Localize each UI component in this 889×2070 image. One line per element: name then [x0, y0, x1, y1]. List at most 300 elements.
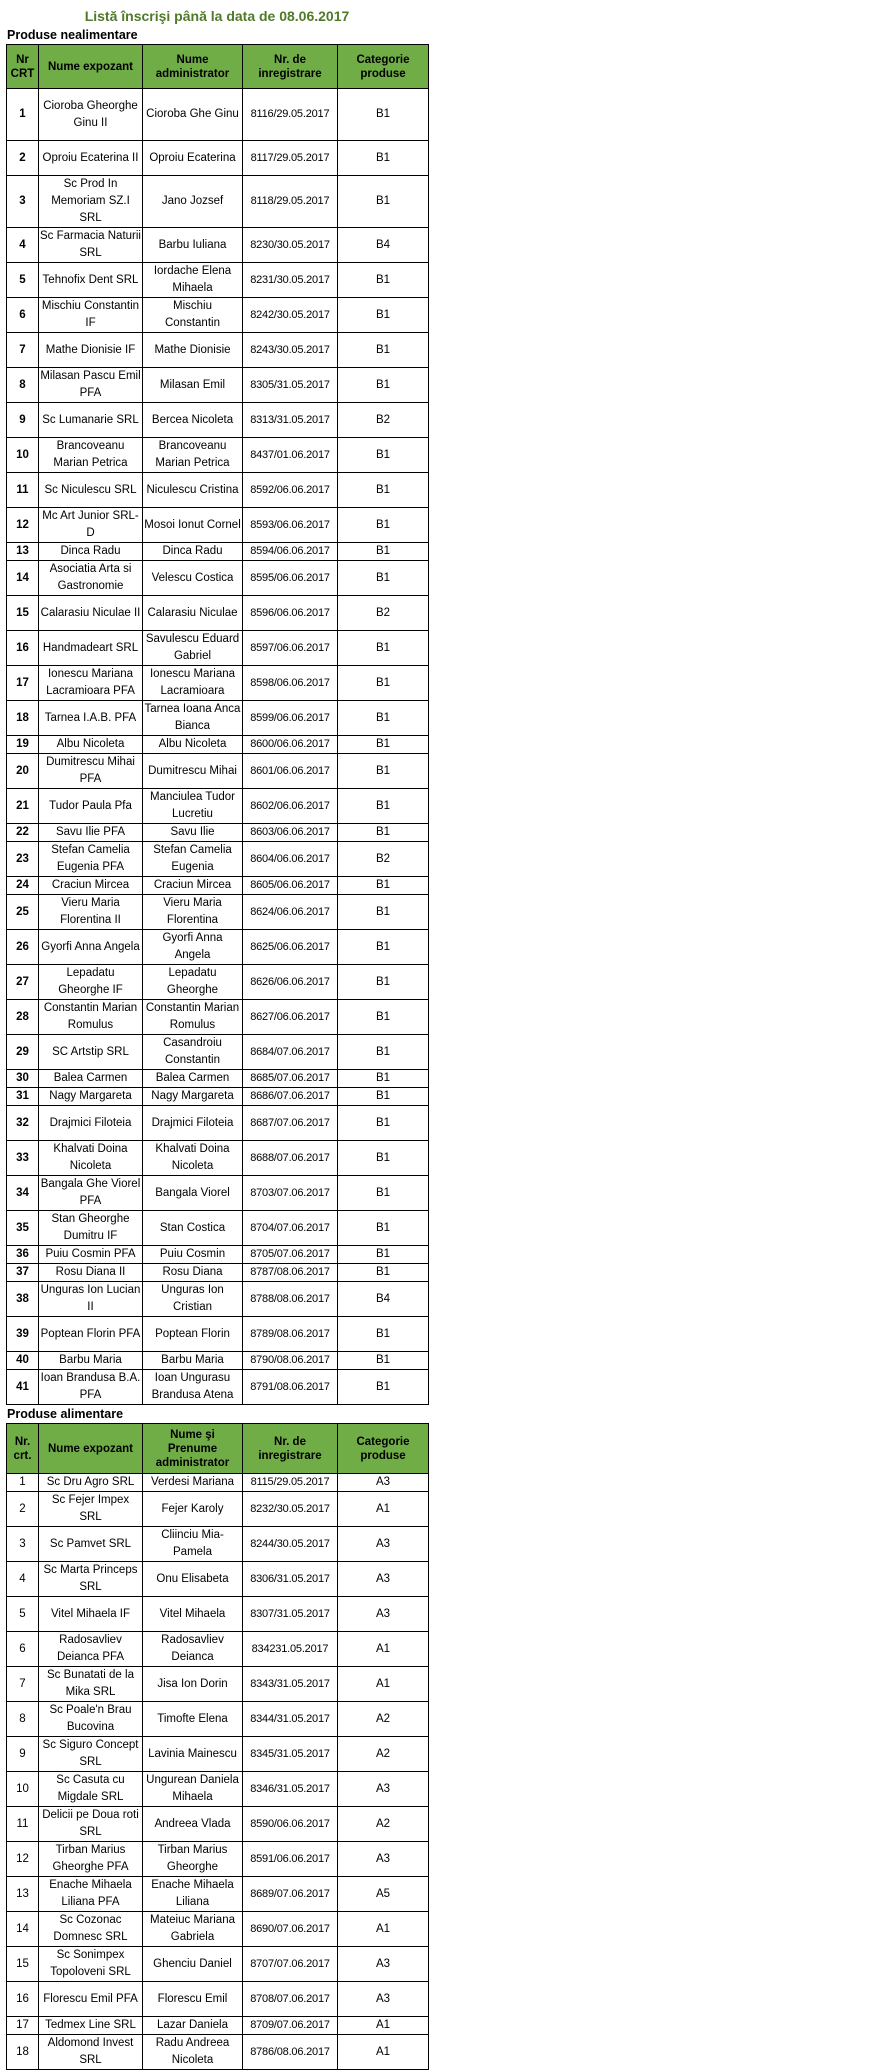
cell-exponent: Sc Lumanarie SRL — [39, 403, 143, 438]
cell-administrator: Cliinciu Mia-Pamela — [143, 1527, 243, 1562]
table-row — [7, 1370, 429, 1405]
cell-administrator: Casandroiu Constantin — [143, 1035, 243, 1070]
cell-registration: 8600/06.06.2017 — [243, 736, 338, 754]
table-row — [7, 263, 429, 298]
cell-category: B1 — [338, 263, 429, 298]
table-row — [7, 1702, 429, 1737]
cell-nr: 21 — [7, 789, 39, 824]
table-row — [7, 1035, 429, 1070]
cell-administrator: Fejer Karoly — [143, 1492, 243, 1527]
cell-category: A3 — [338, 1842, 429, 1877]
table-row — [7, 789, 429, 824]
cell-registration: 8626/06.06.2017 — [243, 965, 338, 1000]
table-row — [7, 141, 429, 176]
cell-administrator: Ionescu Mariana Lacramioara — [143, 666, 243, 701]
cell-exponent: Unguras Ion Lucian II — [39, 1282, 143, 1317]
cell-nr: 40 — [7, 1352, 39, 1370]
cell-administrator: Velescu Costica — [143, 561, 243, 596]
cell-category: A3 — [338, 1474, 429, 1492]
cell-category: A1 — [338, 1667, 429, 1702]
cell-exponent: Khalvati Doina Nicoleta — [39, 1141, 143, 1176]
cell-nr: 8 — [7, 1702, 39, 1737]
cell-nr: 13 — [7, 543, 39, 561]
cell-exponent: Puiu Cosmin PFA — [39, 1246, 143, 1264]
cell-nr: 9 — [7, 1737, 39, 1772]
cell-registration: 8313/31.05.2017 — [243, 403, 338, 438]
cell-nr: 12 — [7, 1842, 39, 1877]
cell-registration: 8231/30.05.2017 — [243, 263, 338, 298]
cell-category: B1 — [338, 561, 429, 596]
cell-administrator: Albu Nicoleta — [143, 736, 243, 754]
table-row — [7, 403, 429, 438]
section-label-nealimentare: Produse nealimentare — [7, 28, 138, 42]
cell-registration: 8705/07.06.2017 — [243, 1246, 338, 1264]
cell-exponent: Radosavliev Deianca PFA — [39, 1632, 143, 1667]
cell-registration: 8343/31.05.2017 — [243, 1667, 338, 1702]
cell-exponent: Sc Niculescu SRL — [39, 473, 143, 508]
cell-registration: 8624/06.06.2017 — [243, 895, 338, 930]
header-registration: Nr. de inregistrare — [243, 45, 338, 89]
cell-exponent: Cioroba Gheorghe Ginu II — [39, 89, 143, 141]
cell-registration: 8791/08.06.2017 — [243, 1370, 338, 1405]
table-row — [7, 736, 429, 754]
cell-category: B1 — [338, 508, 429, 543]
cell-category: B1 — [338, 1246, 429, 1264]
cell-administrator: Poptean Florin — [143, 1317, 243, 1352]
cell-category: B1 — [338, 141, 429, 176]
cell-registration: 8115/29.05.2017 — [243, 1474, 338, 1492]
page-title: Listă înscrişi până la data de 08.06.2017 — [84, 8, 350, 24]
cell-administrator: Vitel Mihaela — [143, 1597, 243, 1632]
cell-nr: 15 — [7, 1947, 39, 1982]
cell-category: A3 — [338, 1947, 429, 1982]
cell-nr: 4 — [7, 1562, 39, 1597]
table-row — [7, 2035, 429, 2070]
cell-registration: 8437/01.06.2017 — [243, 438, 338, 473]
cell-administrator: Verdesi Mariana — [143, 1474, 243, 1492]
table-row — [7, 631, 429, 666]
cell-category: B1 — [338, 754, 429, 789]
table-row — [7, 1527, 429, 1562]
cell-category: B1 — [338, 895, 429, 930]
table-row — [7, 473, 429, 508]
table-row — [7, 1877, 429, 1912]
cell-exponent: Ionescu Mariana Lacramioara PFA — [39, 666, 143, 701]
cell-administrator: Oproiu Ecaterina — [143, 141, 243, 176]
cell-nr: 25 — [7, 895, 39, 930]
header-administrator: Nume administrator — [143, 45, 243, 89]
cell-exponent: Rosu Diana II — [39, 1264, 143, 1282]
cell-registration: 8789/08.06.2017 — [243, 1317, 338, 1352]
cell-registration: 8684/07.06.2017 — [243, 1035, 338, 1070]
cell-nr: 1 — [7, 89, 39, 141]
table-row — [7, 438, 429, 473]
cell-administrator: Balea Carmen — [143, 1070, 243, 1088]
cell-nr: 2 — [7, 1492, 39, 1527]
cell-registration: 8689/07.06.2017 — [243, 1877, 338, 1912]
cell-administrator: Jano Jozsef — [143, 176, 243, 228]
cell-category: B1 — [338, 176, 429, 228]
cell-exponent: Drajmici Filoteia — [39, 1106, 143, 1141]
header-category: Categorie produse — [338, 45, 429, 89]
cell-registration: 8601/06.06.2017 — [243, 754, 338, 789]
cell-exponent: Vitel Mihaela IF — [39, 1597, 143, 1632]
cell-exponent: Oproiu Ecaterina II — [39, 141, 143, 176]
cell-registration: 8686/07.06.2017 — [243, 1088, 338, 1106]
table-row — [7, 1106, 429, 1141]
cell-registration: 8604/06.06.2017 — [243, 842, 338, 877]
cell-category: B1 — [338, 1070, 429, 1088]
cell-nr: 18 — [7, 701, 39, 736]
cell-administrator: Tirban Marius Gheorghe — [143, 1842, 243, 1877]
cell-administrator: Ioan Ungurasu Brandusa Atena — [143, 1370, 243, 1405]
cell-registration: 8346/31.05.2017 — [243, 1772, 338, 1807]
cell-registration: 834231.05.2017 — [243, 1632, 338, 1667]
cell-administrator: Drajmici Filoteia — [143, 1106, 243, 1141]
cell-nr: 3 — [7, 1527, 39, 1562]
cell-category: A2 — [338, 1807, 429, 1842]
cell-category: A1 — [338, 2017, 429, 2035]
table-row — [7, 1632, 429, 1667]
cell-exponent: Nagy Margareta — [39, 1088, 143, 1106]
cell-administrator: Lepadatu Gheorghe — [143, 965, 243, 1000]
cell-registration: 8344/31.05.2017 — [243, 1702, 338, 1737]
cell-nr: 16 — [7, 1982, 39, 2017]
table-row — [7, 701, 429, 736]
cell-registration: 8603/06.06.2017 — [243, 824, 338, 842]
cell-registration: 8244/30.05.2017 — [243, 1527, 338, 1562]
cell-nr: 10 — [7, 438, 39, 473]
cell-administrator: Khalvati Doina Nicoleta — [143, 1141, 243, 1176]
cell-registration: 8627/06.06.2017 — [243, 1000, 338, 1035]
cell-administrator: Onu Elisabeta — [143, 1562, 243, 1597]
cell-exponent: Sc Marta Princeps SRL — [39, 1562, 143, 1597]
table-row — [7, 368, 429, 403]
cell-administrator: Mosoi Ionut Cornel — [143, 508, 243, 543]
cell-administrator: Dumitrescu Mihai — [143, 754, 243, 789]
cell-category: B1 — [338, 1088, 429, 1106]
table-row — [7, 1141, 429, 1176]
table-row — [7, 298, 429, 333]
cell-registration: 8590/06.06.2017 — [243, 1807, 338, 1842]
cell-category: B4 — [338, 228, 429, 263]
cell-category: B1 — [338, 1211, 429, 1246]
cell-registration: 8591/06.06.2017 — [243, 1842, 338, 1877]
cell-nr: 15 — [7, 596, 39, 631]
cell-category: A1 — [338, 1632, 429, 1667]
cell-administrator: Manciulea Tudor Lucretiu — [143, 789, 243, 824]
cell-exponent: SC Artstip SRL — [39, 1035, 143, 1070]
cell-nr: 1 — [7, 1474, 39, 1492]
cell-category: B2 — [338, 403, 429, 438]
table-row — [7, 1088, 429, 1106]
cell-nr: 7 — [7, 1667, 39, 1702]
cell-administrator: Lavinia Mainescu — [143, 1737, 243, 1772]
cell-category: A2 — [338, 1737, 429, 1772]
cell-nr: 22 — [7, 824, 39, 842]
cell-category: A5 — [338, 1877, 429, 1912]
cell-registration: 8243/30.05.2017 — [243, 333, 338, 368]
table-row — [7, 89, 429, 141]
cell-category: A3 — [338, 1527, 429, 1562]
cell-exponent: Tudor Paula Pfa — [39, 789, 143, 824]
cell-registration: 8598/06.06.2017 — [243, 666, 338, 701]
cell-nr: 16 — [7, 631, 39, 666]
cell-exponent: Poptean Florin PFA — [39, 1317, 143, 1352]
cell-registration: 8305/31.05.2017 — [243, 368, 338, 403]
cell-registration: 8786/08.06.2017 — [243, 2035, 338, 2070]
cell-administrator: Vieru Maria Florentina — [143, 895, 243, 930]
cell-exponent: Sc Farmacia Naturii SRL — [39, 228, 143, 263]
spreadsheet — [6, 6, 428, 2070]
table-row — [7, 965, 429, 1000]
cell-category: B4 — [338, 1282, 429, 1317]
cell-registration: 8790/08.06.2017 — [243, 1352, 338, 1370]
cell-registration: 8708/07.06.2017 — [243, 1982, 338, 2017]
cell-category: B1 — [338, 1370, 429, 1405]
table-header-row — [7, 45, 429, 89]
cell-nr: 27 — [7, 965, 39, 1000]
cell-exponent: Barbu Maria — [39, 1352, 143, 1370]
table-row — [7, 1264, 429, 1282]
table-nealimentare — [6, 44, 429, 1405]
cell-administrator: Mathe Dionisie — [143, 333, 243, 368]
cell-registration: 8787/08.06.2017 — [243, 1264, 338, 1282]
table-row — [7, 1474, 429, 1492]
cell-administrator: Milasan Emil — [143, 368, 243, 403]
cell-registration: 8596/06.06.2017 — [243, 596, 338, 631]
cell-registration: 8605/06.06.2017 — [243, 877, 338, 895]
cell-registration: 8709/07.06.2017 — [243, 2017, 338, 2035]
cell-exponent: Handmadeart SRL — [39, 631, 143, 666]
cell-nr: 30 — [7, 1070, 39, 1088]
cell-exponent: Sc Cozonac Domnesc SRL — [39, 1912, 143, 1947]
cell-nr: 17 — [7, 666, 39, 701]
cell-category: A3 — [338, 1562, 429, 1597]
cell-category: A1 — [338, 1912, 429, 1947]
cell-category: A1 — [338, 2035, 429, 2070]
cell-category: B1 — [338, 701, 429, 736]
cell-category: B1 — [338, 1264, 429, 1282]
cell-nr: 9 — [7, 403, 39, 438]
cell-administrator: Craciun Mircea — [143, 877, 243, 895]
table-row — [7, 1807, 429, 1842]
cell-category: B1 — [338, 333, 429, 368]
cell-administrator: Savulescu Eduard Gabriel — [143, 631, 243, 666]
cell-nr: 36 — [7, 1246, 39, 1264]
cell-nr: 33 — [7, 1141, 39, 1176]
section-label-alimentare: Produse alimentare — [7, 1407, 124, 1421]
cell-category: B1 — [338, 824, 429, 842]
table-row — [7, 1912, 429, 1947]
table-body-nealimentare — [7, 89, 429, 1405]
cell-nr: 7 — [7, 333, 39, 368]
cell-nr: 32 — [7, 1106, 39, 1141]
cell-administrator: Ghenciu Daniel — [143, 1947, 243, 1982]
cell-exponent: Bangala Ghe Viorel PFA — [39, 1176, 143, 1211]
cell-registration: 8625/06.06.2017 — [243, 930, 338, 965]
cell-nr: 14 — [7, 1912, 39, 1947]
cell-category: A2 — [338, 1702, 429, 1737]
cell-administrator: Unguras Ion Cristian — [143, 1282, 243, 1317]
cell-nr: 13 — [7, 1877, 39, 1912]
cell-administrator: Enache Mihaela Liliana — [143, 1877, 243, 1912]
cell-nr: 39 — [7, 1317, 39, 1352]
table-row — [7, 1000, 429, 1035]
cell-administrator: Timofte Elena — [143, 1702, 243, 1737]
cell-administrator: Brancoveanu Marian Petrica — [143, 438, 243, 473]
cell-category: B1 — [338, 930, 429, 965]
cell-exponent: Delicii pe Doua roti SRL — [39, 1807, 143, 1842]
table-row — [7, 1947, 429, 1982]
cell-nr: 29 — [7, 1035, 39, 1070]
cell-exponent: Sc Dru Agro SRL — [39, 1474, 143, 1492]
cell-exponent: Balea Carmen — [39, 1070, 143, 1088]
cell-nr: 5 — [7, 263, 39, 298]
cell-administrator: Savu Ilie — [143, 824, 243, 842]
cell-exponent: Sc Prod In Memoriam SZ.I SRL — [39, 176, 143, 228]
cell-category: B1 — [338, 789, 429, 824]
cell-category: B1 — [338, 1317, 429, 1352]
cell-nr: 41 — [7, 1370, 39, 1405]
cell-administrator: Ungurean Daniela Mihaela — [143, 1772, 243, 1807]
cell-registration: 8599/06.06.2017 — [243, 701, 338, 736]
cell-nr: 38 — [7, 1282, 39, 1317]
cell-exponent: Vieru Maria Florentina II — [39, 895, 143, 930]
table-row — [7, 1772, 429, 1807]
header-category: Categorie produse — [338, 1424, 429, 1474]
cell-category: B1 — [338, 1141, 429, 1176]
cell-administrator: Bangala Viorel — [143, 1176, 243, 1211]
cell-exponent: Dinca Radu — [39, 543, 143, 561]
cell-exponent: Enache Mihaela Liliana PFA — [39, 1877, 143, 1912]
table-header-row — [7, 1424, 429, 1474]
cell-exponent: Sc Casuta cu Migdale SRL — [39, 1772, 143, 1807]
cell-registration: 8118/29.05.2017 — [243, 176, 338, 228]
cell-nr: 14 — [7, 561, 39, 596]
cell-administrator: Stan Costica — [143, 1211, 243, 1246]
cell-administrator: Constantin Marian Romulus — [143, 1000, 243, 1035]
cell-registration: 8593/06.06.2017 — [243, 508, 338, 543]
cell-category: A3 — [338, 1982, 429, 2017]
cell-category: B1 — [338, 1000, 429, 1035]
cell-exponent: Sc Poale'n Brau Bucovina — [39, 1702, 143, 1737]
cell-exponent: Stefan Camelia Eugenia PFA — [39, 842, 143, 877]
cell-nr: 24 — [7, 877, 39, 895]
cell-registration: 8707/07.06.2017 — [243, 1947, 338, 1982]
table-row — [7, 176, 429, 228]
cell-exponent: Lepadatu Gheorghe IF — [39, 965, 143, 1000]
table-row — [7, 1317, 429, 1352]
cell-registration: 8687/07.06.2017 — [243, 1106, 338, 1141]
table-row — [7, 1492, 429, 1527]
cell-nr: 6 — [7, 1632, 39, 1667]
cell-administrator: Jisa Ion Dorin — [143, 1667, 243, 1702]
table-row — [7, 1070, 429, 1088]
cell-registration: 8602/06.06.2017 — [243, 789, 338, 824]
cell-registration: 8594/06.06.2017 — [243, 543, 338, 561]
table-row — [7, 877, 429, 895]
table-row — [7, 561, 429, 596]
cell-exponent: Dumitrescu Mihai PFA — [39, 754, 143, 789]
table-row — [7, 333, 429, 368]
cell-registration: 8690/07.06.2017 — [243, 1912, 338, 1947]
cell-administrator: Mateiuc Mariana Gabriela — [143, 1912, 243, 1947]
cell-exponent: Asociatia Arta si Gastronomie — [39, 561, 143, 596]
cell-nr: 17 — [7, 2017, 39, 2035]
header-registration: Nr. de inregistrare — [243, 1424, 338, 1474]
cell-exponent: Florescu Emil PFA — [39, 1982, 143, 2017]
cell-nr: 28 — [7, 1000, 39, 1035]
cell-exponent: Sc Fejer Impex SRL — [39, 1492, 143, 1527]
cell-administrator: Lazar Daniela — [143, 2017, 243, 2035]
cell-nr: 31 — [7, 1088, 39, 1106]
table-row — [7, 1737, 429, 1772]
cell-registration: 8703/07.06.2017 — [243, 1176, 338, 1211]
cell-nr: 10 — [7, 1772, 39, 1807]
cell-category: A1 — [338, 1492, 429, 1527]
cell-exponent: Milasan Pascu Emil PFA — [39, 368, 143, 403]
cell-category: B1 — [338, 1106, 429, 1141]
cell-category: B1 — [338, 965, 429, 1000]
cell-registration: 8306/31.05.2017 — [243, 1562, 338, 1597]
cell-exponent: Mc Art Junior SRL-D — [39, 508, 143, 543]
table-row — [7, 1282, 429, 1317]
header-exponent: Nume expozant — [39, 45, 143, 89]
cell-category: B1 — [338, 543, 429, 561]
table-row — [7, 228, 429, 263]
table-row — [7, 1562, 429, 1597]
cell-registration: 8704/07.06.2017 — [243, 1211, 338, 1246]
table-alimentare — [6, 1423, 429, 2070]
cell-registration: 8592/06.06.2017 — [243, 473, 338, 508]
cell-category: B1 — [338, 89, 429, 141]
cell-exponent: Savu Ilie PFA — [39, 824, 143, 842]
table-row — [7, 666, 429, 701]
cell-nr: 2 — [7, 141, 39, 176]
cell-exponent: Tehnofix Dent SRL — [39, 263, 143, 298]
cell-nr: 35 — [7, 1211, 39, 1246]
cell-administrator: Niculescu Cristina — [143, 473, 243, 508]
table-body-alimentare — [7, 1474, 429, 2070]
header-nr: Nr. crt. — [7, 1424, 39, 1474]
cell-exponent: Craciun Mircea — [39, 877, 143, 895]
cell-category: B1 — [338, 473, 429, 508]
cell-nr: 19 — [7, 736, 39, 754]
cell-registration: 8688/07.06.2017 — [243, 1141, 338, 1176]
cell-registration: 8307/31.05.2017 — [243, 1597, 338, 1632]
cell-registration: 8242/30.05.2017 — [243, 298, 338, 333]
table-row — [7, 842, 429, 877]
cell-nr: 12 — [7, 508, 39, 543]
header-administrator: Nume şi Prenume administrator — [143, 1424, 243, 1474]
table-row — [7, 1246, 429, 1264]
cell-administrator: Bercea Nicoleta — [143, 403, 243, 438]
cell-registration: 8595/06.06.2017 — [243, 561, 338, 596]
cell-exponent: Calarasiu Niculae II — [39, 596, 143, 631]
table-row — [7, 1176, 429, 1211]
table-row — [7, 1842, 429, 1877]
cell-administrator: Barbu Maria — [143, 1352, 243, 1370]
cell-category: B2 — [338, 842, 429, 877]
cell-exponent: Mischiu Constantin IF — [39, 298, 143, 333]
table-row — [7, 543, 429, 561]
cell-administrator: Tarnea Ioana Anca Bianca — [143, 701, 243, 736]
cell-administrator: Nagy Margareta — [143, 1088, 243, 1106]
cell-exponent: Constantin Marian Romulus — [39, 1000, 143, 1035]
cell-administrator: Andreea Vlada — [143, 1807, 243, 1842]
cell-exponent: Albu Nicoleta — [39, 736, 143, 754]
